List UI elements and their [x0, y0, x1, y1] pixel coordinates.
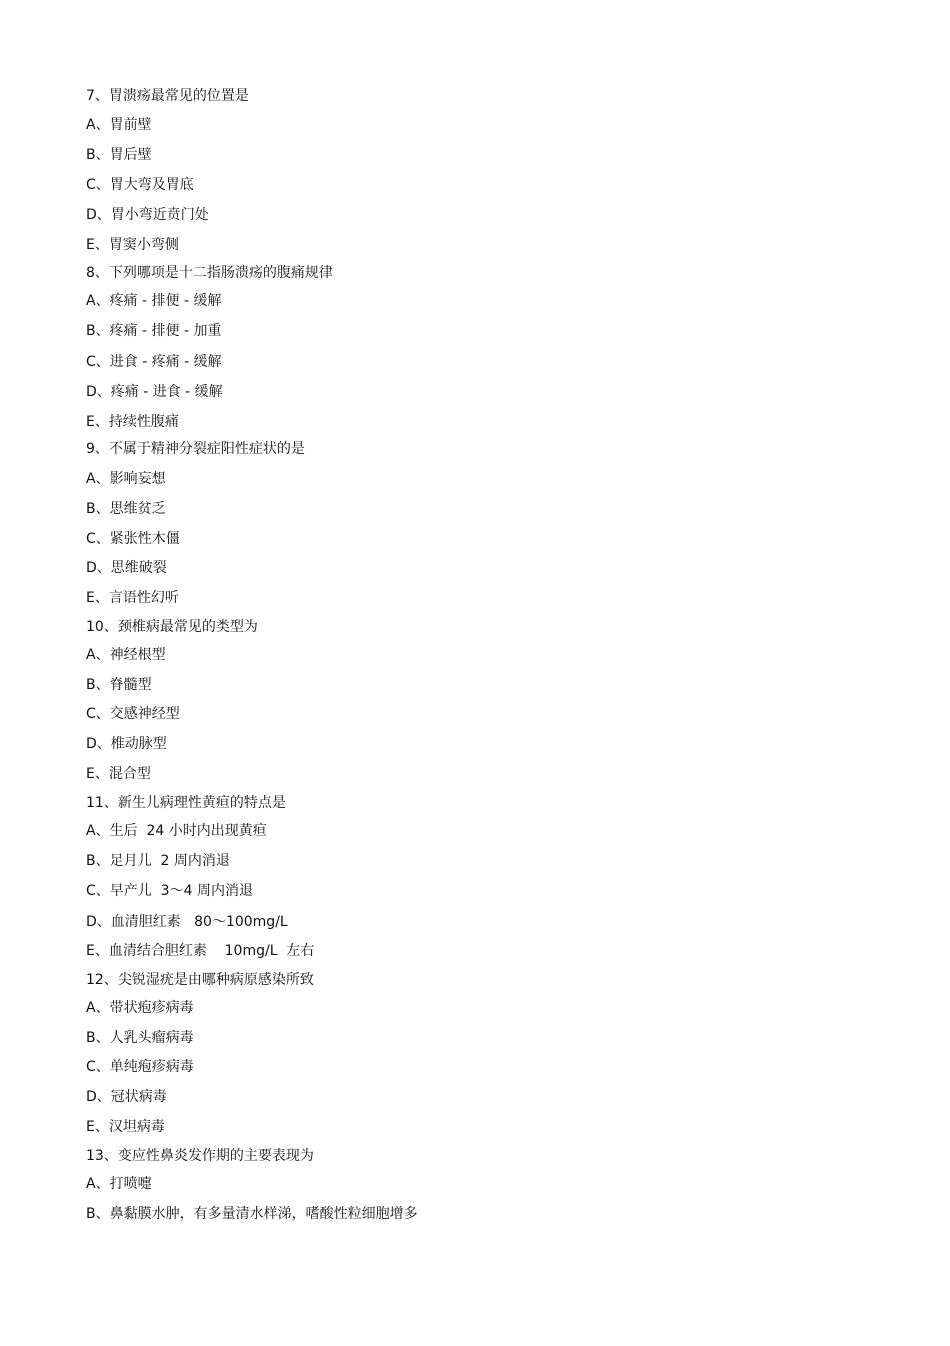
- option-line: A、胃前壁: [86, 117, 152, 133]
- option-line: C、单纯疱疹病毒: [86, 1059, 194, 1075]
- question-stem: 11、新生儿病理性黄疸的特点是: [86, 795, 286, 811]
- option-line: A、带状疱疹病毒: [86, 1000, 194, 1016]
- option-line: E、胃窦小弯侧: [86, 237, 179, 253]
- option-line: D、疼痛 - 进食 - 缓解: [86, 384, 223, 400]
- option-line: D、冠状病毒: [86, 1089, 167, 1105]
- question-stem: 10、颈椎病最常见的类型为: [86, 619, 258, 635]
- option-line: B、脊髓型: [86, 677, 152, 693]
- option-line: E、持续性腹痛: [86, 414, 179, 430]
- option-line: C、进食 - 疼痛 - 缓解: [86, 354, 222, 370]
- option-line: A、打喷嚏: [86, 1176, 152, 1192]
- option-line: E、汉坦病毒: [86, 1119, 165, 1135]
- option-line: C、早产儿 3～4 周内消退: [86, 883, 253, 899]
- option-line: A、影响妄想: [86, 471, 166, 487]
- question-stem: 12、尖锐湿疣是由哪种病原感染所致: [86, 972, 314, 988]
- option-line: D、思维破裂: [86, 560, 167, 576]
- option-line: E、言语性幻听: [86, 590, 179, 606]
- option-line: B、人乳头瘤病毒: [86, 1030, 194, 1046]
- option-line: C、胃大弯及胃底: [86, 177, 194, 193]
- option-line: B、足月儿 2 周内消退: [86, 853, 230, 869]
- option-line: A、疼痛 - 排便 - 缓解: [86, 293, 222, 309]
- option-line: E、混合型: [86, 766, 151, 782]
- question-stem: 8、下列哪项是十二指肠溃疡的腹痛规律: [86, 265, 333, 281]
- question-stem: 13、变应性鼻炎发作期的主要表现为: [86, 1148, 314, 1164]
- question-stem: 7、胃溃疡最常见的位置是: [86, 88, 249, 104]
- option-line: B、疼痛 - 排便 - 加重: [86, 323, 222, 339]
- option-line: B、思维贫乏: [86, 501, 166, 517]
- option-line: A、生后 24 小时内出现黄疸: [86, 823, 267, 839]
- option-line: C、交感神经型: [86, 706, 180, 722]
- option-line: B、鼻黏膜水肿，有多量清水样涕，嗜酸性粒细胞增多: [86, 1206, 418, 1222]
- option-line: D、椎动脉型: [86, 736, 167, 752]
- question-stem: 9、不属于精神分裂症阳性症状的是: [86, 441, 305, 457]
- option-line: D、胃小弯近贲门处: [86, 207, 209, 223]
- option-line: C、紧张性木僵: [86, 531, 180, 547]
- option-line: E、血清结合胆红素 10mg/L 左右: [86, 943, 315, 959]
- option-line: D、血清胆红素 80～100mg/L: [86, 914, 288, 930]
- option-line: A、神经根型: [86, 647, 166, 663]
- option-line: B、胃后壁: [86, 147, 152, 163]
